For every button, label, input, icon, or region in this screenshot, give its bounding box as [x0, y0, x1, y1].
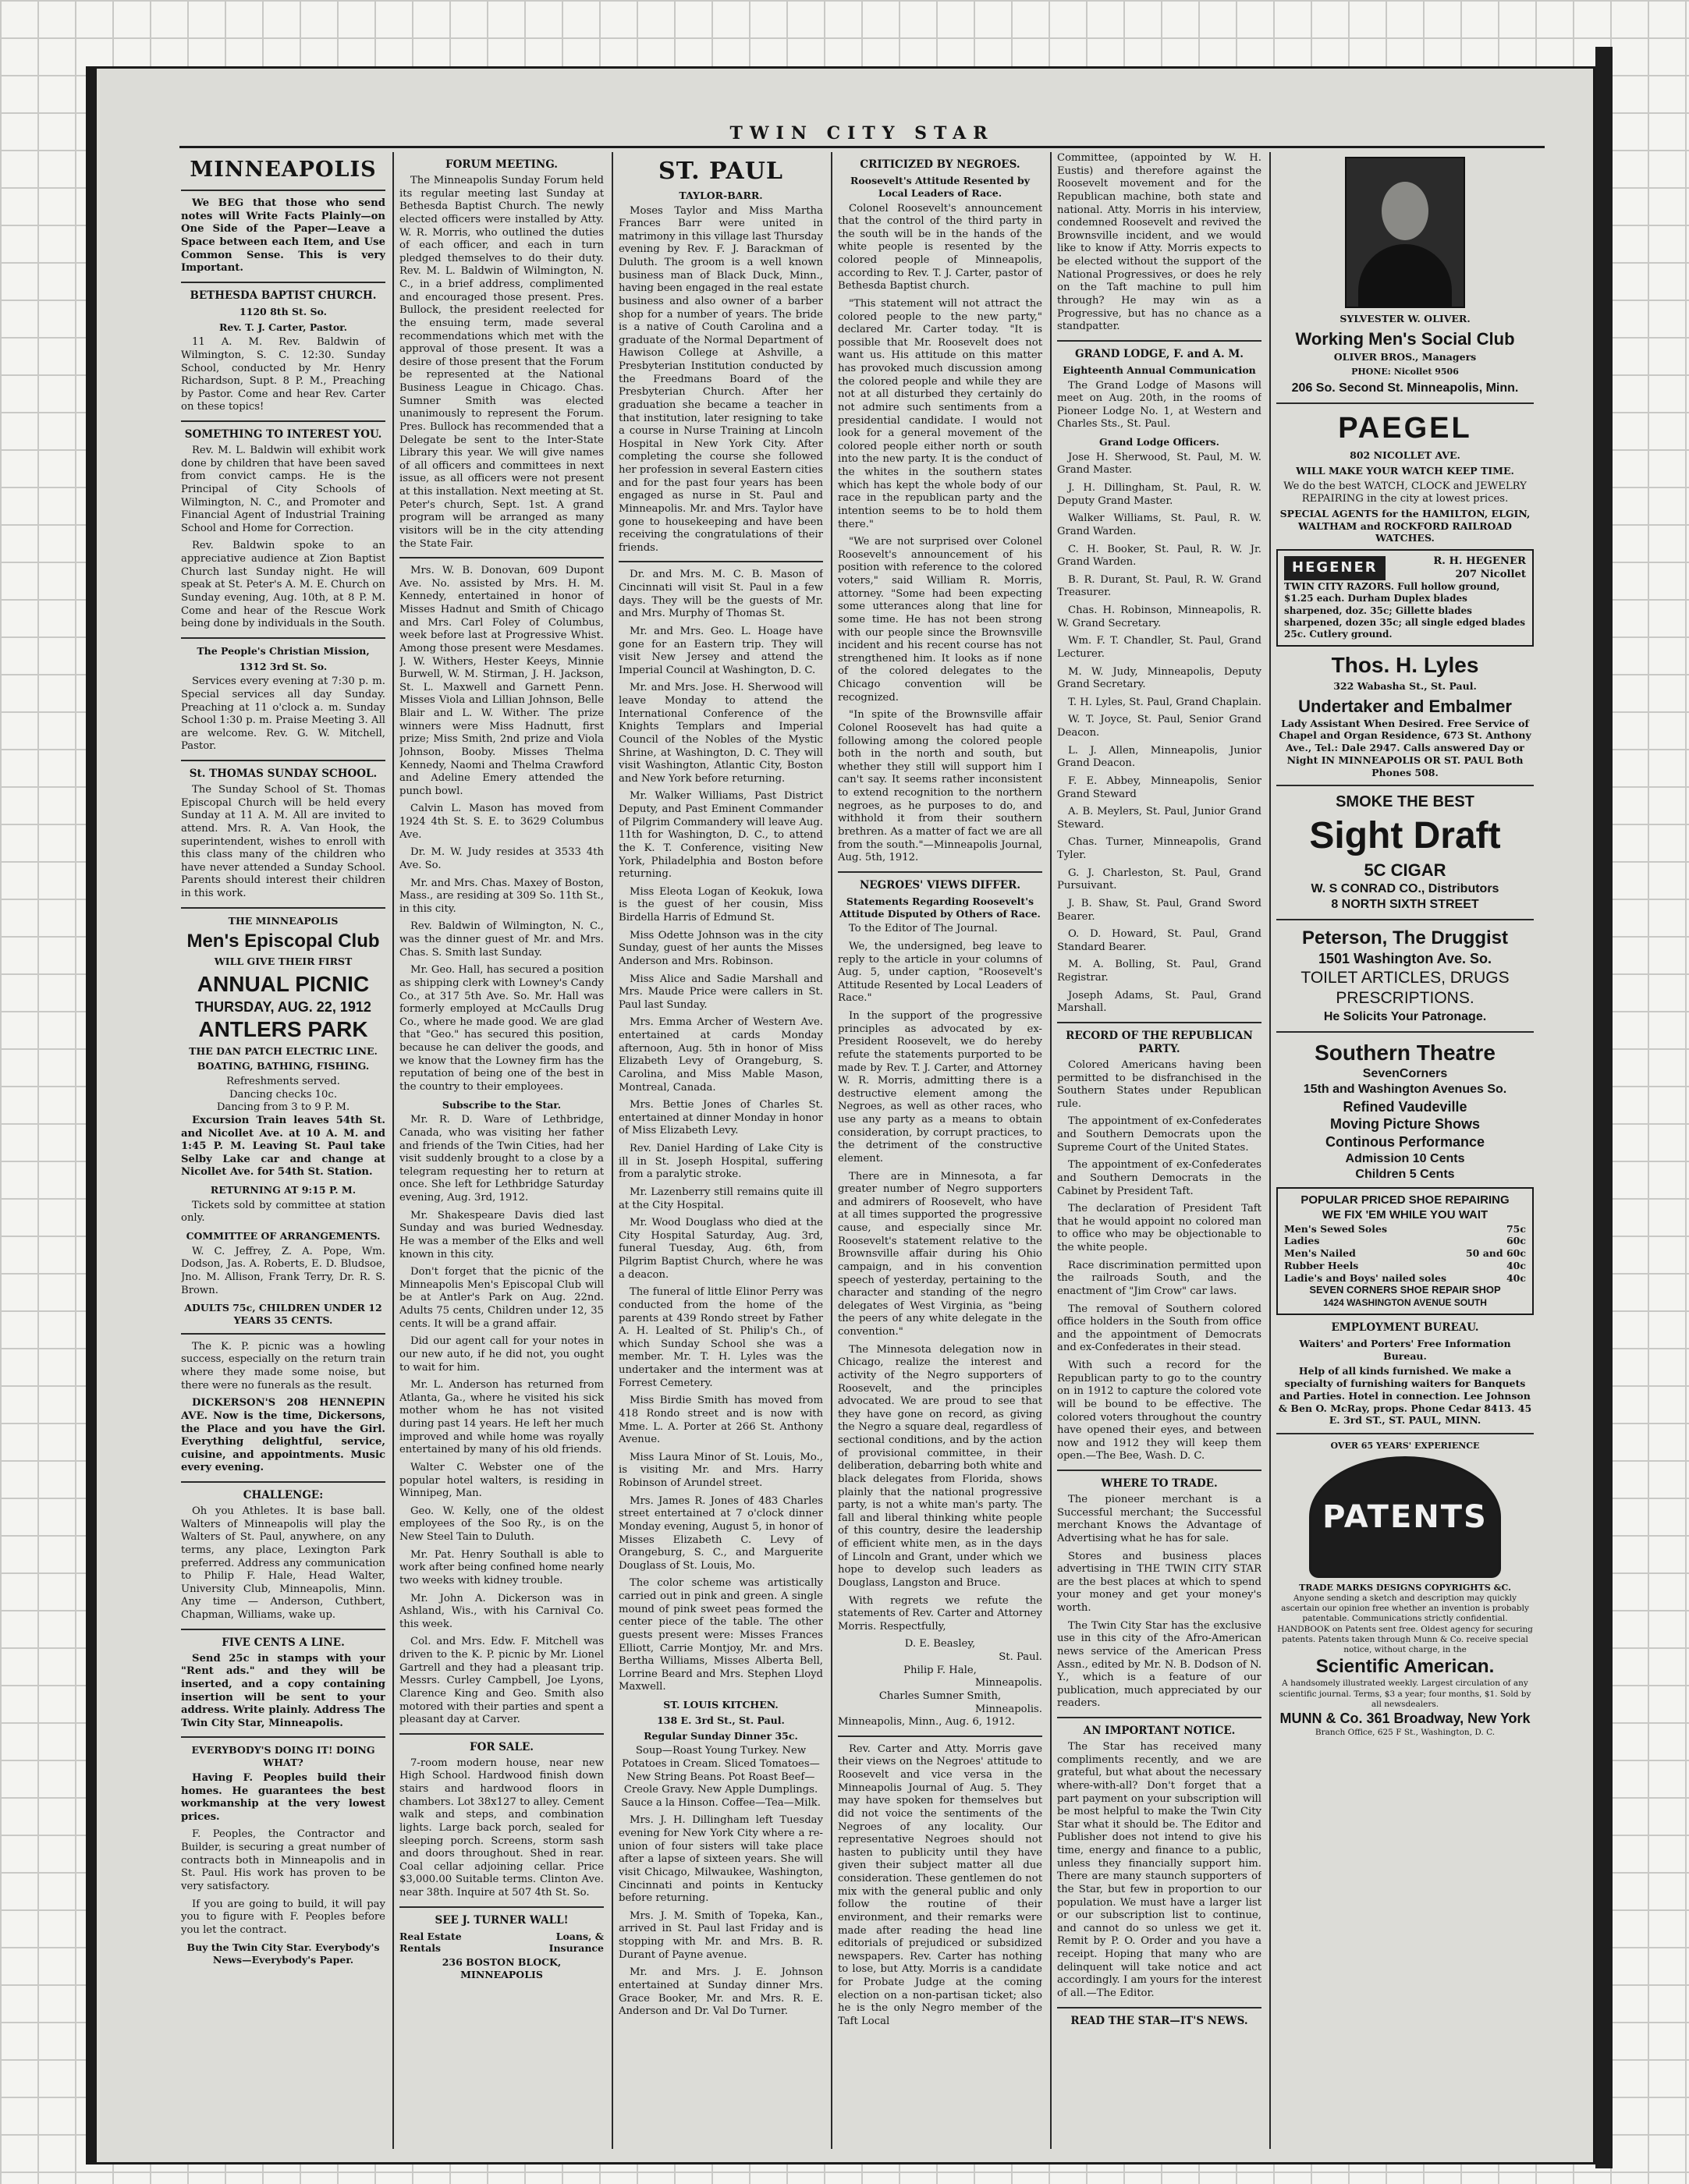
- ad-line: Regular Sunday Dinner 35c.: [644, 1729, 798, 1742]
- article-body: Miss Eleota Logan of Keokuk, Iowa is the guest of her cousin, Miss Birdella Harris of Edmund St.: [619, 885, 823, 924]
- ad-razor: [1276, 549, 1534, 647]
- article-body: The Grand Lodge of Masons will meet on Aug. 20th, in the rooms of Pioneer Lodge No. 1, at Western and Charles Sts., St. Paul.: [1057, 379, 1261, 431]
- article-body: Mr. Shakespeare Davis died last Sunday and was buried Wednesday. He was a member of the Elks and well known in this city.: [399, 1209, 604, 1260]
- article-body: Rev. Carter and Atty. Morris gave their views on the Negroes' attitude to Roosevelt and vice versa in the Minneapolis Journal of Aug. 5. They may have spoken for themselves but did not voice the sentiments of the Negroes of any locality. Our representative Negroes should not hasten to publicity until they have given their subject matter all due consideration. These gentlemen do not mix with the general public and only follow the routine of their environment, and their remarks were made after reading the head line editorials of prejudiced or subsidized newspapers. Rev. Carter has nothing to lose, but Atty. Morris is a candidate for Probate Judge at the coming election on a non-partisan ticket; also he is the only Negro member of the Taft Local: [838, 1743, 1042, 2027]
- ad-line: Moving Picture Shows: [1329, 1116, 1481, 1133]
- ad-headline: Undertaker and Embalmer: [1298, 696, 1512, 716]
- article-body: Oh you Athletes. It is base ball. Walters of Minneapolis will play the Walters of St. Paul, anywhere, on any terms, any place, Lexington Park preferred. Address any communication to Philip F. Hale, Head Walter, University Club, Minneapolis, Minn. Any time — Anderson, Cuthbert, Chapman, Williams, wake up.: [181, 1505, 385, 1622]
- article-body: Col. and Mrs. Edw. F. Mitchell was driven to the K. P. picnic by Mr. Lionel Gartrell and they had a pleasant trip. Messrs. Curley Campbell, Joe Lyons, Clarence King and Geo. Smith also motored with their parties and spent a pleasant day at Carver.: [399, 1636, 604, 1726]
- portrait-image: [1345, 157, 1465, 308]
- divider: [181, 420, 385, 422]
- article-footer: READ THE STAR—IT'S NEWS.: [1070, 2014, 1248, 2027]
- article-body: Rev. M. L. Baldwin will exhibit work done by children that have been saved from convict camps. He is the Principal of City Schools of Wilmington, N. C., and Promoter and Financial Agent of Industrial Training School and Home for Correction.: [181, 445, 385, 534]
- ad-shoe-repair: [1276, 1187, 1534, 1315]
- article-body: Don't forget that the picnic of the Minneapolis Men's Episcopal Club will be at Antler's Park on Aug. 22nd. Adults 75 cents, Children under 12, 35 cents. It will be a grand affair.: [399, 1266, 604, 1330]
- divider: [619, 561, 823, 562]
- column-lodge: [1057, 152, 1261, 2149]
- ad-address: 15th and Washington Avenues So.: [1303, 1083, 1507, 1097]
- article-body: Rev. Daniel Harding of Lake City is ill in St. Joseph Hospital, suffering from a paralytic stroke.: [619, 1143, 823, 1181]
- ad-line: SevenCorners: [1362, 1067, 1448, 1081]
- article-body: The funeral of little Elinor Perry was conducted from the home of the parents at 439 Rondo street by Father A. H. Lealted of St. Philip's Ch., of which Sunday School she was a member. Mr. T. H. Lyles was the undertaker and the interment was at Forrest Cemetery.: [619, 1286, 823, 1389]
- officer: B. R. Durant, St. Paul, R. W. Grand Treasurer.: [1057, 573, 1261, 599]
- article-body: Having F. Peoples build their homes. He guarantees the best workmanship at the very lowest prices.: [181, 1771, 385, 1823]
- signature: Charles Sumner Smith,: [878, 1689, 1002, 1702]
- ad-body: TWIN CITY RAZORS. Full hollow ground, $1.25 each. Durham Duplex blades sharpened, doz. 35c; Gillette blades sharpened, dozen 35c; all single edged blades 25c. Cutlery ground.: [1284, 581, 1526, 640]
- article-body: "This statement will not attract the colored people to the new party," declared Mr. Carter today. "It is possible that Mr. Roosevelt does not want us. His attitude on this matter has provoked much discussion among the colored people and while they are not at all disturbed they certainly do not admire such sentiments from a presidential candidate. I would not look for a general movement of the colored people either north or south into the new party. It is the conduct of the whites in the southern states which has kept the whole body of our race in the republican party and the intention seems to be to hold them there.": [838, 297, 1042, 530]
- price-row: [1284, 1247, 1526, 1260]
- article-body: The Minnesota delegation now in Chicago, realize the interest and activity of the Negro supporters of Roosevelt, and the principles advocated. We are proud to see that they have gone on record, as giving the Negro a square deal, regardless of sectional conditions, and by the action of provisional committee, in their deliberation, debarring both white and black delegates from Florida, shows plainly that the national progressive party, is not a white man's party. The fall and liberal thinking white people of this country, desire the leadership of efficient white men, as in the days of Lincoln and Grant, under which we hope to develop such leaders as Douglass, Langston and Bruce.: [838, 1343, 1042, 1589]
- article-body: Services every evening at 7:30 p. m. Special services all day Sunday. Preaching at 11 o'clock a. m. Sunday School 1:30 p. m. Praise Meeting 3. All are welcome. Rev. G. W. Mitchell, Pastor.: [181, 675, 385, 753]
- divider: [1057, 1470, 1261, 1471]
- article-title: FIVE CENTS A LINE.: [222, 1636, 345, 1649]
- ad-sight-draft-title: Sight Draft: [1309, 814, 1501, 856]
- ad-line: W. S CONRAD CO., Distributors: [1311, 881, 1499, 895]
- ad-line: TRADE MARKS DESIGNS COPYRIGHTS &C.: [1299, 1583, 1511, 1594]
- article-body: Moses Taylor and Miss Martha Frances Barr were united in matrimony in this village last Thursday evening by Rev. F. J. Barackman of Duluth. The groom is a well known business man of Black Duck, Minn., having been engaged in the real estate business and also owner of a barber shop for a number of years. The bride is a native of Couth Carolina and a graduate of the Normal Department of Hawison College at Ashville, a Presbyterian Institution conducted by the Freedmans Board of the Presbyterian Church. After her graduation she became a teacher in that institution, later resigning to take a course in Nurse Training at Lincoln Hospital in New York City. After completing the course she followed her profession in several Eastern cities and for the past four years has been engaged as nurse in St. Paul and Minneapolis. Mr. and Mrs. Taylor have gone to housekeeping and have been receiving the congratulations of their friends.: [619, 204, 823, 554]
- article-body: Mr. Geo. Hall, has secured a position as shipping clerk with Lowney's Candy Co., at 317 5th Ave. So. Mr. Hall was formerly employed at McCaulls Drug Co., where he made good. We are glad that "Geo." has secured this position, because he can deliver the goods, and we know that the Lowney firm has the reputation of being one of the best in the country to their employees.: [399, 964, 604, 1093]
- divider: [1276, 1031, 1534, 1033]
- officer: A. B. Meylers, St. Paul, Junior Grand Steward.: [1057, 806, 1261, 831]
- ad-line: Children 5 Cents: [1355, 1167, 1455, 1181]
- record-item: The declaration of President Taft that he would appoint no colored man to office who may be objectionable to the white people.: [1057, 1203, 1261, 1253]
- divider: [1276, 785, 1534, 786]
- article-title: The People's Christian Mission,: [197, 644, 370, 657]
- price-value: 40c: [1506, 1259, 1526, 1271]
- ad-date: THURSDAY, AUG. 22, 1912: [195, 998, 371, 1015]
- officer: Chas. Turner, Minneapolis, Grand Tyler.: [1057, 836, 1261, 861]
- ad-body: W. C. Jeffrey, Z. A. Pope, Wm. Dodson, Jas. A. Roberts, E. D. Bludsoe, Jno. M. Allison, Frank Terry, Dr. R. S. Brown.: [181, 1245, 385, 1296]
- article-title: EVERYBODY'S DOING IT! DOING WHAT?: [191, 1744, 375, 1769]
- column-rule: [1050, 152, 1052, 2149]
- article-title: WHERE TO TRADE.: [1101, 1477, 1218, 1490]
- officer: G. J. Charleston, St. Paul, Grand Pursuivant.: [1057, 867, 1261, 892]
- article-body: The Twin City Star has the exclusive use in this city of the Afro-American news service of the American Press Assn., edited by Mr. N. B. Dodson of N. Y., which is a feature of our publication, much appreciated by our readers.: [1057, 1619, 1261, 1710]
- article-body: The pioneer merchant is a Successful merchant; the Successful merchant Knows the Advantage of Advertising what he has for sale.: [1057, 1494, 1261, 1544]
- article-subhead: Statements Regarding Roosevelt's Attitude Disputed by Others of Race.: [839, 895, 1041, 920]
- ad-line: Refined Vaudeville: [1343, 1098, 1467, 1115]
- article-body: The K. P. picnic was a howling success, especially on the return train where they made some noise, but there were no funerals as the result.: [181, 1340, 385, 1392]
- column-ads: [1276, 152, 1534, 2149]
- column-minneapolis: [181, 152, 385, 2149]
- article-address: 1120 8th St. So.: [239, 305, 328, 317]
- divider: [1057, 2007, 1261, 2008]
- ad-line: WILL GIVE THEIR FIRST: [214, 955, 353, 967]
- price-item: Men's Nailed: [1284, 1247, 1356, 1260]
- article-body: The Star has received many compliments recently, and we are grateful, but what about the necessary where-with-all? Don't forget that a part payment on your subscription will be most helpful to make the Twin City Star what it should be. The Editor and Publisher does not intend to give his time, energy and finance to a public, unless they financially support him. There are many staunch supporters of the Star, but few in proportion to our population. We must have a larger list or our subscription list to continue, and cannot do so unless we get it. Remit by P. O. Order and you have a receipt. Hoping that many who are delinquent will take notice and act accordingly. I am yours for the interest of all.—The Editor.: [1057, 1741, 1261, 1999]
- article-body: Mr. and Mrs. Chas. Maxey of Boston, Mass., are residing at 309 So. 11th St., in this city.: [399, 877, 604, 915]
- ad-line: Dancing from 3 to 9 P. M.: [216, 1101, 350, 1114]
- officer: W. T. Joyce, St. Paul, Senior Grand Deacon.: [1057, 714, 1261, 739]
- divider: [181, 1736, 385, 1738]
- ad-line: 207 Nicollet: [1455, 568, 1526, 580]
- divider: [838, 871, 1042, 873]
- price-value: 75c: [1506, 1222, 1526, 1235]
- divider: [1276, 1433, 1534, 1434]
- divider: [181, 637, 385, 639]
- ad-lyles-title: Thos. H. Lyles: [1331, 652, 1479, 677]
- divider: [399, 1906, 604, 1908]
- article-body: In the support of the progressive principles as advocated by ex-President Roosevelt, we do hereby refute the statements purported to be made by Rev. T. J. Carter, and Attorney W. R. Morris, admitting there is a destructive element among the Negroes, as well as other races, who use any party as a means to obtain consideration, by corrupt practices, to the detriment of the constructive element.: [838, 1010, 1042, 1165]
- article-title: FOR SALE.: [470, 1740, 534, 1753]
- divider: [399, 557, 604, 558]
- price-item: Men's Sewed Soles: [1284, 1222, 1387, 1235]
- officer: L. J. Allen, Minneapolis, Junior Grand Deacon.: [1057, 744, 1261, 770]
- ad-cell: Loans, &: [555, 1930, 604, 1942]
- article-title: St. THOMAS SUNDAY SCHOOL.: [189, 768, 378, 781]
- ad-line: R. H. HEGENER: [1433, 555, 1526, 568]
- article-body: F. Peoples, the Contractor and Builder, is securing a great number of contracts both in Minneapolis and in St. Paul. His work has proven to be very satisfactory.: [181, 1828, 385, 1892]
- article-body: Mr. and Mrs. Geo. L. Hoage have gone for an Eastern trip. They will visit New Jersey and attend the Imperial Council at Washington, D. C.: [619, 625, 823, 676]
- ad-row: [399, 1930, 604, 1943]
- portrait-caption: SYLVESTER W. OLIVER.: [1339, 313, 1471, 324]
- ad-line: THE MINNEAPOLIS: [228, 914, 339, 927]
- ad-razor-name: [1433, 555, 1526, 581]
- ad-headline: Men's Episcopal Club: [186, 931, 380, 952]
- price-item: Rubber Heels: [1284, 1259, 1359, 1271]
- signature: D. E. Beasley,: [904, 1638, 976, 1650]
- ad-line: THE DAN PATCH ELECTRIC LINE.: [189, 1044, 378, 1057]
- ad-address: 1501 Washington Ave. So.: [1318, 951, 1492, 967]
- record-item: Race discrimination permitted upon the railroads South, and the enactment of "Jim Crow" car laws.: [1057, 1259, 1261, 1297]
- article-title: BETHESDA BAPTIST CHURCH.: [190, 289, 377, 302]
- divider: [1057, 1022, 1261, 1023]
- ad-line: We do the best WATCH, CLOCK and JEWELRY REPAIRING in the city at lowest prices.: [1283, 480, 1527, 505]
- ad-cell: Insurance: [548, 1942, 604, 1955]
- price-row: [1284, 1235, 1526, 1247]
- article-title: AN IMPORTANT NOTICE.: [1083, 1725, 1236, 1737]
- article-body: The Minneapolis Sunday Forum held its regular meeting last Sunday at Bethesda Baptist Church. The newly elected officers were installed by Atty. W. R. Morris, who outlined the duties of each officer, and each in turn pledged themselves to do their duty. Rev. M. L. Baldwin of Wilmington, N. C., in a brief address, complimented and encouraged those present. Pres. Bullock, the president reelected for the ensuing term, made several recommendations which met with the approval of those present. It was a desire of those present that the Forum be represented at the National Business League in Chicago. Chas. Sumner Smith was elected unanimously to represent the Forum. Pres. Bullock has recommended that a Delegate be sent to the Inter-State Library this year. We will give names of all officers and committees in next issue, as all officers were not present at this installation. Next meeting at St. Peter's church, Sept. 1st. A grand program will be arranged as many visitors will be in the city attending the State Fair.: [399, 175, 604, 550]
- article-title: CHALLENGE:: [243, 1489, 324, 1502]
- section-title-minneapolis: MINNEAPOLIS: [190, 158, 377, 182]
- ad-body: Excursion Train leaves 54th St. and Nicollet Ave. at 10 A. M. and 1:45 P. M. Leaving St. Paul take Selby Lake car and change at Nicollet Ave. for 54th St. Station.: [181, 1114, 385, 1179]
- ad-line: OVER 65 YEARS' EXPERIENCE: [1330, 1441, 1480, 1452]
- price-value: 40c: [1506, 1271, 1526, 1284]
- article-subhead: Subscribe to the Star.: [442, 1098, 562, 1111]
- price-value: 50 and 60c: [1465, 1247, 1526, 1260]
- ad-picnic: [181, 915, 385, 1115]
- officer: M. W. Judy, Minneapolis, Deputy Grand Secretary.: [1057, 665, 1261, 691]
- price-row: [1284, 1272, 1526, 1285]
- ad-headline: POPULAR PRICED SHOE REPAIRING: [1300, 1193, 1510, 1207]
- ad-peterson-title: Peterson, The Druggist: [1301, 927, 1509, 949]
- patents-badge: PATENTS: [1309, 1456, 1501, 1578]
- record-item: Colored Americans having been permitted to be disfranchised in the Southern States under Republican rule.: [1057, 1058, 1261, 1110]
- ad-razor-header: [1284, 555, 1526, 581]
- ad-line: Continous Performance: [1325, 1133, 1485, 1150]
- officer: Joseph Adams, St. Paul, Grand Marshall.: [1057, 989, 1261, 1015]
- divider: [1057, 340, 1261, 342]
- article-body: 7-room modern house, near new High School. Hardwood finish down stairs and hardwood floors in chambers. Lot 38x127 to alley. Cement walk and steps, and combination lights. Large back porch, sealed for sleeping porch. Screens, storm sash and doors throughout. Shed in rear. Coal cellar adjoining cellar. Price $3,000.00 Suitable terms. Clinton Ave. near 38th. Inquire at 507 4th St. So.: [399, 1757, 604, 1899]
- price-item: Ladie's and Boys' nailed soles: [1284, 1271, 1447, 1284]
- ad-body: DICKERSON'S 208 HENNEPIN AVE. Now is the time, Dickersons, the Place and you have the Girl. Everything delightful, service, cuisine, and appointments. Music every evening.: [181, 1397, 385, 1474]
- article-body: Dr. and Mrs. M. C. B. Mason of Cincinnati will visit St. Paul in a few days. They will be the guests of Mr. and Mrs. Murphy of Thomas St.: [619, 569, 823, 620]
- price-row: [1284, 1260, 1526, 1272]
- article-body: "In spite of the Brownsville affair Colonel Roosevelt has had quite a following among the colored people both in the north and south, but whether they still will support him I can't say. It seems rather inconsistent to extend recognition to the northern negroes, as he purposes to do, and withhold it from their southern brethren. As a matter of fact we are all from the south."—Minneapolis Journal, Aug. 5th, 1912.: [838, 709, 1042, 864]
- article-footer: Buy the Twin City Star. Everybody's News—Everybody's Paper.: [186, 1941, 380, 1966]
- ad-body: Tickets sold by committee at station only.: [181, 1199, 385, 1225]
- divider: [1057, 1717, 1261, 1718]
- sheet-edge-left: [86, 66, 97, 2164]
- divider: [181, 190, 385, 191]
- article-body: Colonel Roosevelt's announcement that the control of the third party in the south will be in the hands of the white people is resented by the colored people of Minneapolis, according to Rev. T. J. Carter, pastor of Bethesda Baptist church.: [838, 202, 1042, 292]
- ad-club-title: Working Men's Social Club: [1295, 328, 1515, 349]
- officer: C. H. Booker, St. Paul, R. W. Jr. Grand Warden.: [1057, 543, 1261, 569]
- divider: [181, 760, 385, 761]
- ad-line: ADULTS 75c, CHILDREN UNDER 12 YEARS 35 CENTS.: [184, 1302, 382, 1327]
- ad-cell: Real Estate: [399, 1930, 462, 1942]
- ad-body: Lady Assistant When Desired. Free Service of Chapel and Organ Residence, 673 St. Anthony Ave., Tel.: Dale 2947. Calls answered Day or Night IN MINNEAPOLIS OR ST. PAUL Both Phones 508.: [1279, 717, 1531, 778]
- article-title: TAYLOR-BARR.: [679, 189, 763, 201]
- section-title-st-paul: ST. PAUL: [658, 158, 783, 185]
- price-item: Ladies: [1284, 1235, 1320, 1247]
- ad-address: 206 So. Second St. Minneapolis, Minn.: [1291, 381, 1519, 395]
- record-item: The appointment of ex-Confederates and Southern Democrats in the Cabinet by President Taft.: [1057, 1159, 1261, 1197]
- article-body: Mrs. W. B. Donovan, 609 Dupont Ave. No. assisted by Mrs. H. M. Kennedy, entertained in honor of Misses Hadnut and Smith of Chicago and Mrs. Carl Foley of Columbus, week before last at Progressive Whist. Among those present were Mesdames. J. W. Withers, Hester Keeys, Minnie Burwell, W. M. Stirman, J. H. Jackson, St. L. Maxwell and Garnett Penn. Misses Viola and Lillian Johnson, Belle Blair and L. W. Wither. The prize winners were Miss Hadnutt, first prize; Miss Smith, 2nd prize and Viola Johnson, Booby. Misses Thelma Kennedy, Naomi and Thelma Crawford and Adeline Emery attended the punch bowl.: [399, 565, 604, 797]
- article-body: Dr. M. W. Judy resides at 3533 4th Ave. So.: [399, 846, 604, 871]
- article-body: Mr. and Mrs. J. E. Johnson entertained at Sunday dinner Mrs. Grace Booker, Mr. and Mrs. R. E. Anderson and Dr. Val Do Turner.: [619, 1966, 823, 2018]
- article-subhead: Grand Lodge Officers.: [1099, 436, 1219, 448]
- article-body: Rev. Baldwin of Wilmington, N. C., was the dinner guest of Mr. and Mrs. Chas. S. Smith last Sunday.: [399, 920, 604, 959]
- sheet-edge-right: [1595, 47, 1613, 2168]
- notice: We BEG that those who send notes will Write Facts Plainly—on One Side of the Paper—Leave a Space between each Item, and Use Common Sense. This is very Important.: [181, 197, 385, 275]
- ad-line: WE FIX 'EM WHILE YOU WAIT: [1322, 1207, 1489, 1221]
- ad-body: A handsomely illustrated weekly. Largest circulation of any scientific journal. Terms, $3 a year; four months, $1. Sold by all newsdealers.: [1279, 1679, 1531, 1709]
- article-body: We, the undersigned, beg leave to reply to the article in your columns of Aug. 5, under caption, "Roosevelt's Attitude Resented by Local Leaders of Race.": [838, 940, 1042, 1005]
- article-title: FORUM MEETING.: [445, 158, 558, 171]
- ad-address: 138 E. 3rd St., St. Paul.: [657, 1714, 785, 1726]
- article-body: Rev. Baldwin spoke to an appreciative audience at Zion Baptist Church last Sunday night. He will speak at St. Peter's A. M. E. Church on Sunday evening, Aug. 10th, at 8 P. M. Come and hear of the Rescue Work being done by individuals in the South.: [181, 540, 385, 630]
- article-body: Mrs. J. H. Dillingham left Tuesday evening for New York City where a re-union of four sisters will take place after a lapse of sixteen years. She will visit Chicago, Milwaukee, Washington, Cincinnati and points in Kentucky before returning.: [619, 1814, 823, 1905]
- ad-address: Branch Office, 625 F St., Washington, D. C.: [1315, 1727, 1496, 1737]
- article-title: CRITICIZED BY NEGROES.: [860, 158, 1020, 171]
- column-politics: [838, 152, 1042, 2149]
- article-body: Mrs. Bettie Jones of Charles St. entertained at dinner Monday in honor of Miss Elizabeth Levy.: [619, 1099, 823, 1137]
- record-item: The removal of Southern colored office holders in the South from office and the appointment of Democrats and ex-Confederates in their stead.: [1057, 1303, 1261, 1354]
- article-body: Mrs. James R. Jones of 483 Charles street entertained at 7 o'clock dinner Monday evening, August 5, in honor of Misses Elizabeth C. Levy of Orangeburg, S. C., and Marguerite Douglass of St. Louis, Mo.: [619, 1494, 823, 1572]
- article-body: With regrets we refute the statements of Rev. Carter and Attorney Morris. Respectfully,: [838, 1594, 1042, 1633]
- ad-line: RETURNING AT 9:15 P. M.: [210, 1184, 357, 1197]
- ad-address: 322 Wabasha St., St. Paul.: [1333, 680, 1477, 693]
- article-body: Walter C. Webster one of the popular hotel walters, is residing in Winnipeg, Man.: [399, 1461, 604, 1500]
- article-body: Mr. Lazenberry still remains quite ill at the City Hospital.: [619, 1186, 823, 1211]
- ad-line: PHONE: Nicollet 9506: [1351, 367, 1459, 378]
- officer: M. A. Bolling, St. Paul, Grand Registrar.: [1057, 959, 1261, 984]
- ad-line: MUNN & Co. 361 Broadway, New York: [1279, 1711, 1531, 1727]
- article-body: Did our agent call for your notes in our new auto, if he did not, you ought to wait for him.: [399, 1335, 604, 1374]
- article-subhead: Eighteenth Annual Communication: [1063, 363, 1256, 376]
- article-body: Send 25c in stamps with your "Rent ads." and they will be inserted, and a copy containing insertion will be sent to your address. Write plainly. Address The Twin City Star, Minneapolis.: [181, 1652, 385, 1729]
- signature-city: St. Paul.: [999, 1651, 1042, 1663]
- divider: [181, 282, 385, 283]
- officer: F. E. Abbey, Minneapolis, Senior Grand Steward: [1057, 775, 1261, 800]
- article-body: Committee, (appointed by W. H. Eustis) and therefore against the Roosevelt movement and for the Republican machine, both state and national. Atty. Morris in his interview, condemned Roosevelt and revived the Brownsville incident, and we would like to know if Atty. Morris expects to be elected without the support of the National Progressives, or does he rely on the Taft machine to pull him through? He may win as a Progressive, but has no chance as a standpatter.: [1057, 152, 1261, 333]
- article-body: Geo. W. Kelly, one of the oldest employees of the Soo Ry., is on the New Steel Tain to Duluth.: [399, 1505, 604, 1543]
- ad-theatre-title: Southern Theatre: [1315, 1041, 1496, 1065]
- ad-headline: Scientific American.: [1315, 1656, 1495, 1678]
- article-body: Mr. and Mrs. Jose. H. Sherwood will leave Monday to attend the International Conference of the Knights Templars and Imperial Council of the Nobles of the Mystic Shrine, at Washington, D. C. They will visit Washington, Atlantic City, Boston and New York before returning.: [619, 682, 823, 785]
- ad-line: BOATING, BATHING, FISHING.: [197, 1060, 370, 1072]
- article-body: Mr. Pat. Henry Southall is able to work after being confined home nearly two weeks with kidney trouble.: [399, 1548, 604, 1587]
- ad-cell: Rentals: [399, 1942, 442, 1955]
- ad-line: Admission 10 Cents: [1345, 1151, 1465, 1165]
- ad-line: COMMITTEE OF ARRANGEMENTS.: [186, 1230, 381, 1243]
- masthead-rule: [179, 146, 1545, 148]
- divider: [838, 1736, 1042, 1737]
- signature-city: Minneapolis.: [974, 1703, 1042, 1715]
- ad-title: ST. LOUIS KITCHEN.: [663, 1699, 779, 1711]
- ad-address: 236 BOSTON BLOCK, MINNEAPOLIS: [442, 1956, 562, 1980]
- ad-menu: Soup—Roast Young Turkey. New Potatoes in Cream. Sliced Tomatoes—New String Beans. Pot Roast Beef—Creole Gravy. New Apple Dumplings. Sauce a la Hinson. Coffee—Tea—Milk.: [621, 1745, 821, 1809]
- officer: O. D. Howard, St. Paul, Grand Standard Bearer.: [1057, 928, 1261, 953]
- price-value: 60c: [1506, 1235, 1526, 1247]
- ad-headline: ANTLERS PARK: [198, 1017, 368, 1042]
- article-body: 11 A. M. Rev. Baldwin of Wilmington, S. C. 12:30. Sunday School, conducted by Mr. Henry Richardson, Supt. 8 P. M., Preaching by Pastor. Come and hear Rev. Carter on these topics!: [181, 336, 385, 413]
- divider: [181, 1629, 385, 1630]
- portrait-face: [1382, 182, 1428, 240]
- article-body: Miss Alice and Sadie Marshall and Mrs. Maude Price were callers in St. Paul last Sunday.: [619, 973, 823, 1011]
- officer: J. H. Dillingham, St. Paul, R. W. Deputy Grand Master.: [1057, 482, 1261, 507]
- officers-list: [1057, 452, 1261, 1016]
- article-body: There are in Minnesota, a far greater number of Negro supporters and admirers of Roosevelt, who have at all times supported the progressive cause, and especially since Mr. Roosevelt's statement relative to the Brownsville affair during his Ohio campaign, and in his convention speech of yesterday, pertaining to the character and standing of the negro delegates of West Virginia, as "being the peers of any white delegate in the convention.": [838, 1170, 1042, 1338]
- ad-title: SEE J. TURNER WALL!: [435, 1913, 569, 1927]
- article-body: Stores and business places advertising in THE TWIN CITY STAR are the best places at which to spend your money and get your money's worth.: [1057, 1550, 1261, 1614]
- article-title: GRAND LODGE, F. and A. M.: [1075, 347, 1244, 360]
- ad-address: 8 NORTH SIXTH STREET: [1331, 897, 1479, 911]
- divider: [1276, 919, 1534, 920]
- article-body: Mr. Wood Douglass who died at the City Hospital Saturday, Aug. 3rd, funeral Tuesday, Aug. 6th, from Pilgrim Baptist Church, where he was a deacon.: [619, 1217, 823, 1281]
- divider: [181, 907, 385, 909]
- ad-line: 5C CIGAR: [1364, 860, 1446, 881]
- article-address: 1312 3rd St. So.: [239, 660, 328, 672]
- article-body: To the Editor of The Journal.: [849, 923, 998, 935]
- article-body: Mr. John A. Dickerson was in Ashland, Wis., with his Carnival Co. this week.: [399, 1592, 604, 1630]
- portrait-torso: [1358, 244, 1452, 307]
- ad-line: SEVEN CORNERS SHOE REPAIR SHOP: [1309, 1284, 1501, 1296]
- ad-line: WILL MAKE YOUR WATCH KEEP TIME.: [1296, 464, 1514, 477]
- article-body: Miss Odette Johnson was in the city Sunday, guest of her aunts the Misses Anderson and Mrs. Robinson.: [619, 929, 823, 967]
- column-rule: [1269, 152, 1271, 2149]
- ad-body: Anyone sending a sketch and description may quickly ascertain our opinion free whether an invention is probably patentable. Communications strictly confidential. HANDBOOK on Patents sent free. Oldest agency for securing patents. Patents taken through Munn & Co. receive special notice, without charge, in the: [1277, 1593, 1533, 1655]
- article-subhead: Roosevelt's Attitude Resented by Local Leaders of Race.: [850, 175, 1030, 199]
- price-row: [1284, 1223, 1526, 1236]
- ad-line: SMOKE THE BEST: [1336, 793, 1474, 811]
- article-body: Calvin L. Mason has moved from 1924 4th St. S. E. to 3629 Columbus Ave.: [399, 803, 604, 841]
- article-body: The color scheme was artistically carried out in pink and green. A single mound of pink sweet peas formed the center piece of the table. The other guests present were: Misses Frances Elliott, Carrie Montjoy, Mr. and Mrs. Bertha Williams, Misses Alberta Bell, Lorrine Beard and Mrs. Stephen Lloyd Maxwell.: [619, 1577, 823, 1693]
- article-body: Mrs. J. M. Smith of Topeka, Kan., arrived in St. Paul last Friday and is stopping with Mr. and Mrs. B. R. Durant of Payne avenue.: [619, 1909, 823, 1961]
- officer: T. H. Lyles, St. Paul, Grand Chaplain.: [1068, 696, 1261, 708]
- column-st-paul: [619, 152, 823, 2149]
- article-body: Miss Laura Minor of St. Louis, Mo., is visiting Mr. and Mrs. Harry Robinson of Arundel street.: [619, 1451, 823, 1490]
- ad-line: Waiters' and Porters' Free Information Bureau.: [1299, 1337, 1511, 1362]
- razor-icon: HEGENER: [1284, 556, 1386, 580]
- ad-row: [399, 1942, 604, 1955]
- ad-line: TOILET ARTICLES, DRUGS PRESCRIPTIONS.: [1300, 968, 1510, 1008]
- divider: [1276, 402, 1534, 404]
- article-title: SOMETHING TO INTEREST YOU.: [184, 428, 382, 441]
- ad-headline: ANNUAL PICNIC: [197, 972, 370, 997]
- column-forum: [399, 152, 604, 2149]
- column-rule: [612, 152, 613, 2149]
- officer: J. B. Shaw, St. Paul, Grand Sword Bearer.: [1057, 897, 1261, 923]
- ad-line: Refreshments served.: [226, 1076, 340, 1088]
- record-item: The appointment of ex-Confederates and Southern Democrats upon the Supreme Court of the United States.: [1057, 1115, 1261, 1154]
- article-title: NEGROES' VIEWS DIFFER.: [859, 878, 1021, 892]
- ad-body: Help of all kinds furnished. We make a specialty of furnishing waiters for Banquets and Parties. Hotel in connection. Lee Johnson & Ben O. McRay, props. Phone Cedar 8413. 45 E. 3rd ST., ST. PAUL, MINN.: [1278, 1365, 1532, 1427]
- officer: Jose H. Sherwood, St. Paul, M. W. Grand Master.: [1057, 451, 1261, 477]
- divider: [399, 1733, 604, 1735]
- officer: Chas. H. Robinson, Minneapolis, R. W. Grand Secretary.: [1057, 604, 1261, 629]
- officer: Walker Williams, St. Paul, R. W. Grand Warden.: [1057, 512, 1261, 537]
- column-rule: [392, 152, 394, 2149]
- ad-address: 802 NICOLLET AVE.: [1350, 449, 1460, 462]
- article-body: Mr. R. D. Ware of Lethbridge, Canada, who was visiting her father and friends of the Twin Cities, had her visit suddenly brought to a close by a telegram requesting her to return at once. She left for Lethbridge Saturday evening, Aug. 3rd, 1912.: [399, 1114, 604, 1204]
- article-body: Mr. L. Anderson has returned from Atlanta, Ga., where he visited his sick mother whom he has not visited during past 14 years. He left her much improved and while home was royally entertained by many of his old friends.: [399, 1379, 604, 1456]
- article-pastor: Rev. T. J. Carter, Pastor.: [219, 321, 347, 333]
- ad-paegel-title: PAEGEL: [1338, 412, 1472, 445]
- ad-title: EMPLOYMENT BUREAU.: [1331, 1321, 1479, 1334]
- article-body: The Sunday School of St. Thomas Episcopal Church will be held every Sunday at 11 A. M. All are invited to attend. Mrs. R. A. Van Hook, the superintendent, wishes to enroll with this class many of the children who have never attended a Sunday School. Parents should interest their children in this work.: [181, 784, 385, 900]
- article-body: Mr. Walker Williams, Past District Deputy, and Past Eminent Commander of Pilgrim Commandery will leave Aug. 11th for Washington, D. C., to attend the K. T. Conference, visiting New York, Philadelphia and Boston before returning.: [619, 790, 823, 881]
- signature-date: Minneapolis, Minn., Aug. 6, 1912.: [838, 1716, 1015, 1728]
- signature-city: Minneapolis.: [974, 1677, 1042, 1689]
- signature: Philip F. Hale,: [903, 1664, 977, 1676]
- column-rule: [831, 152, 832, 2149]
- masthead: TWIN CITY STAR: [729, 123, 995, 144]
- ad-address: 1424 WASHINGTON AVENUE SOUTH: [1323, 1296, 1487, 1308]
- divider: [181, 1481, 385, 1483]
- ad-line: He Solicits Your Patronage.: [1323, 1009, 1487, 1023]
- divider: [181, 1333, 385, 1335]
- ad-line: SPECIAL AGENTS for the HAMILTON, ELGIN, WALTHAM and ROCKFORD RAILROAD WATCHES.: [1279, 507, 1531, 544]
- ad-line: Dancing checks 10c.: [229, 1088, 338, 1101]
- article-body: Miss Birdie Smith has moved from 418 Rondo street and is now with Mme. L. A. Porter at 266 St. Anthony Avenue.: [619, 1395, 823, 1446]
- ad-line: OLIVER BROS., Managers: [1333, 351, 1477, 363]
- article-title: RECORD OF THE REPUBLICAN PARTY.: [1066, 1029, 1253, 1055]
- article-body: "We are not surprised over Colonel Roosevelt's announcement of his position with reference to the colored voters," said William R. Morris, attorney. "Some had been expecting some utterances along that line for some time. He has not been strong with our people since the Brownsville incident and his recent course has not strengthened him. It looks as if none of the colored delegates to the Chicago convention will be recognized.: [838, 536, 1042, 704]
- article-body: If you are going to build, it will pay you to figure with F. Peoples before you let the contract.: [181, 1898, 385, 1936]
- record-item: With such a record for the Republican party to go to the country on in 1912 to capture the colored vote will be bound to be effective. The colored voters throughout the country have opened their eyes, and between now and 1912 they will keep them open.—The Bee, Wash. D. C.: [1057, 1360, 1261, 1462]
- officer: Wm. F. T. Chandler, St. Paul, Grand Lecturer.: [1057, 635, 1261, 660]
- article-body: Mrs. Emma Archer of Western Ave. entertained at cards Monday afternoon, Aug. 5th in honor of Miss Elizabeth Levy of Orangeburg, S. Carolina, and Miss Mable Mason, Montreal, Canada.: [619, 1016, 823, 1094]
